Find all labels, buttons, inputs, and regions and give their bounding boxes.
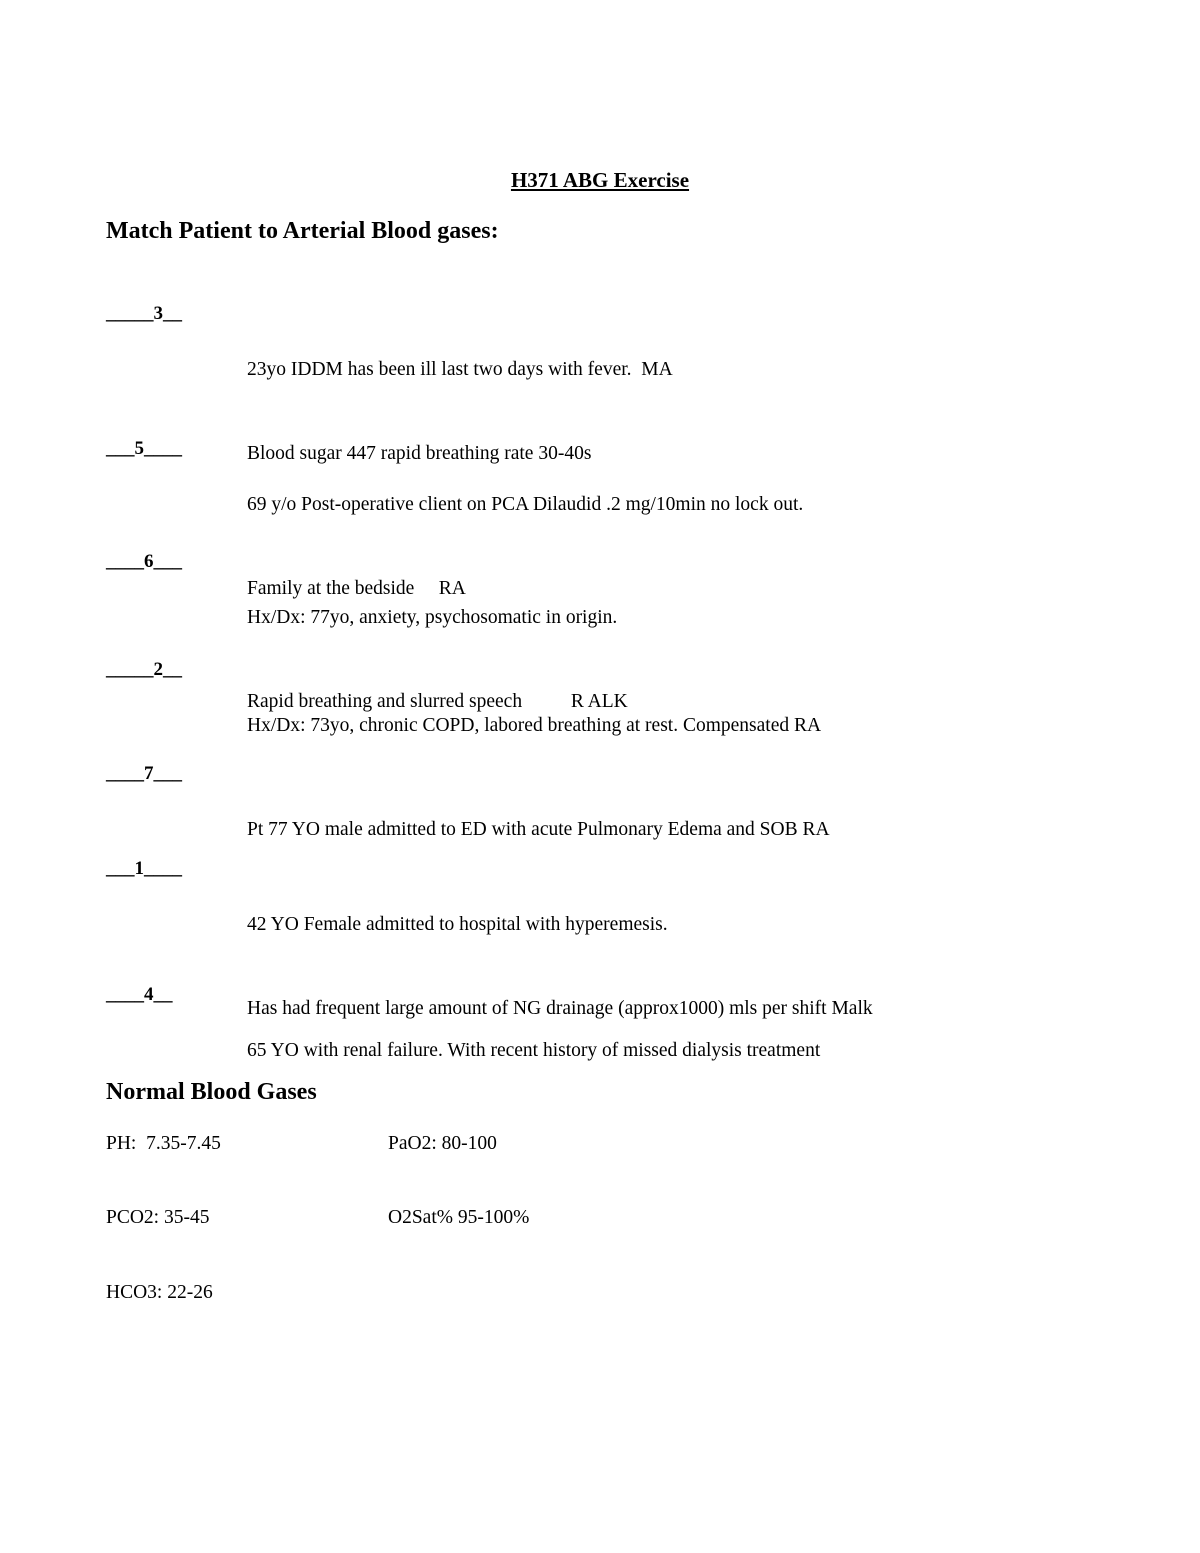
document-title: H371 ABG Exercise [510, 168, 690, 192]
hco3-range: HCO3: 22-26 [106, 1282, 213, 1303]
answer-blank-2: ___5____ [106, 438, 182, 459]
description-line: Hx/Dx: 77yo, anxiety, psychosomatic in origin. [247, 607, 618, 628]
pao2-range: PaO2: 80-100 [388, 1133, 497, 1154]
description-line: 69 y/o Post-operative client on PCA Dilaudid .2 mg/10min no lock out. [247, 494, 804, 515]
ph-range: PH: 7.35-7.45 [106, 1133, 221, 1154]
answer-blank-5: ____7___ [106, 763, 182, 784]
description-line: Has had frequent large amount of NG drainage (approx1000) mls per shift Malk [247, 998, 873, 1019]
match-heading: Match Patient to Arterial Blood gases: [106, 218, 499, 244]
answer-blank-3: ____6___ [106, 551, 182, 572]
description-line: 23yo IDDM has been ill last two days with fever. MA [247, 359, 673, 380]
o2sat-range: O2Sat% 95-100% [388, 1207, 530, 1228]
pco2-range: PCO2: 35-45 [106, 1207, 210, 1228]
description-line: Hx/Dx: 73yo, chronic COPD, labored breathing at rest. Compensated RA [247, 715, 822, 736]
answer-blank-6: ___1____ [106, 858, 182, 879]
description-line: Blood sugar 447 rapid breathing rate 30-40s [247, 443, 592, 464]
answer-blank-7: ____4__ [106, 984, 173, 1005]
patient-description-7 [247, 981, 820, 1121]
description-line: Family at the bedside RA [247, 578, 466, 599]
answer-blank-4: _____2__ [106, 659, 182, 680]
description-line: Rapid breathing and slurred speech R ALK [247, 691, 628, 712]
description-line: Pt 77 YO male admitted to ED with acute Pulmonary Edema and SOB RA [247, 819, 830, 840]
normals-heading: Normal Blood Gases [106, 1079, 317, 1105]
description-line: 65 YO with renal failure. With recent history of missed dialysis treatment [247, 1040, 821, 1061]
description-line: 42 YO Female admitted to hospital with hyperemesis. [247, 914, 668, 935]
answer-blank-1: _____3__ [106, 303, 182, 324]
